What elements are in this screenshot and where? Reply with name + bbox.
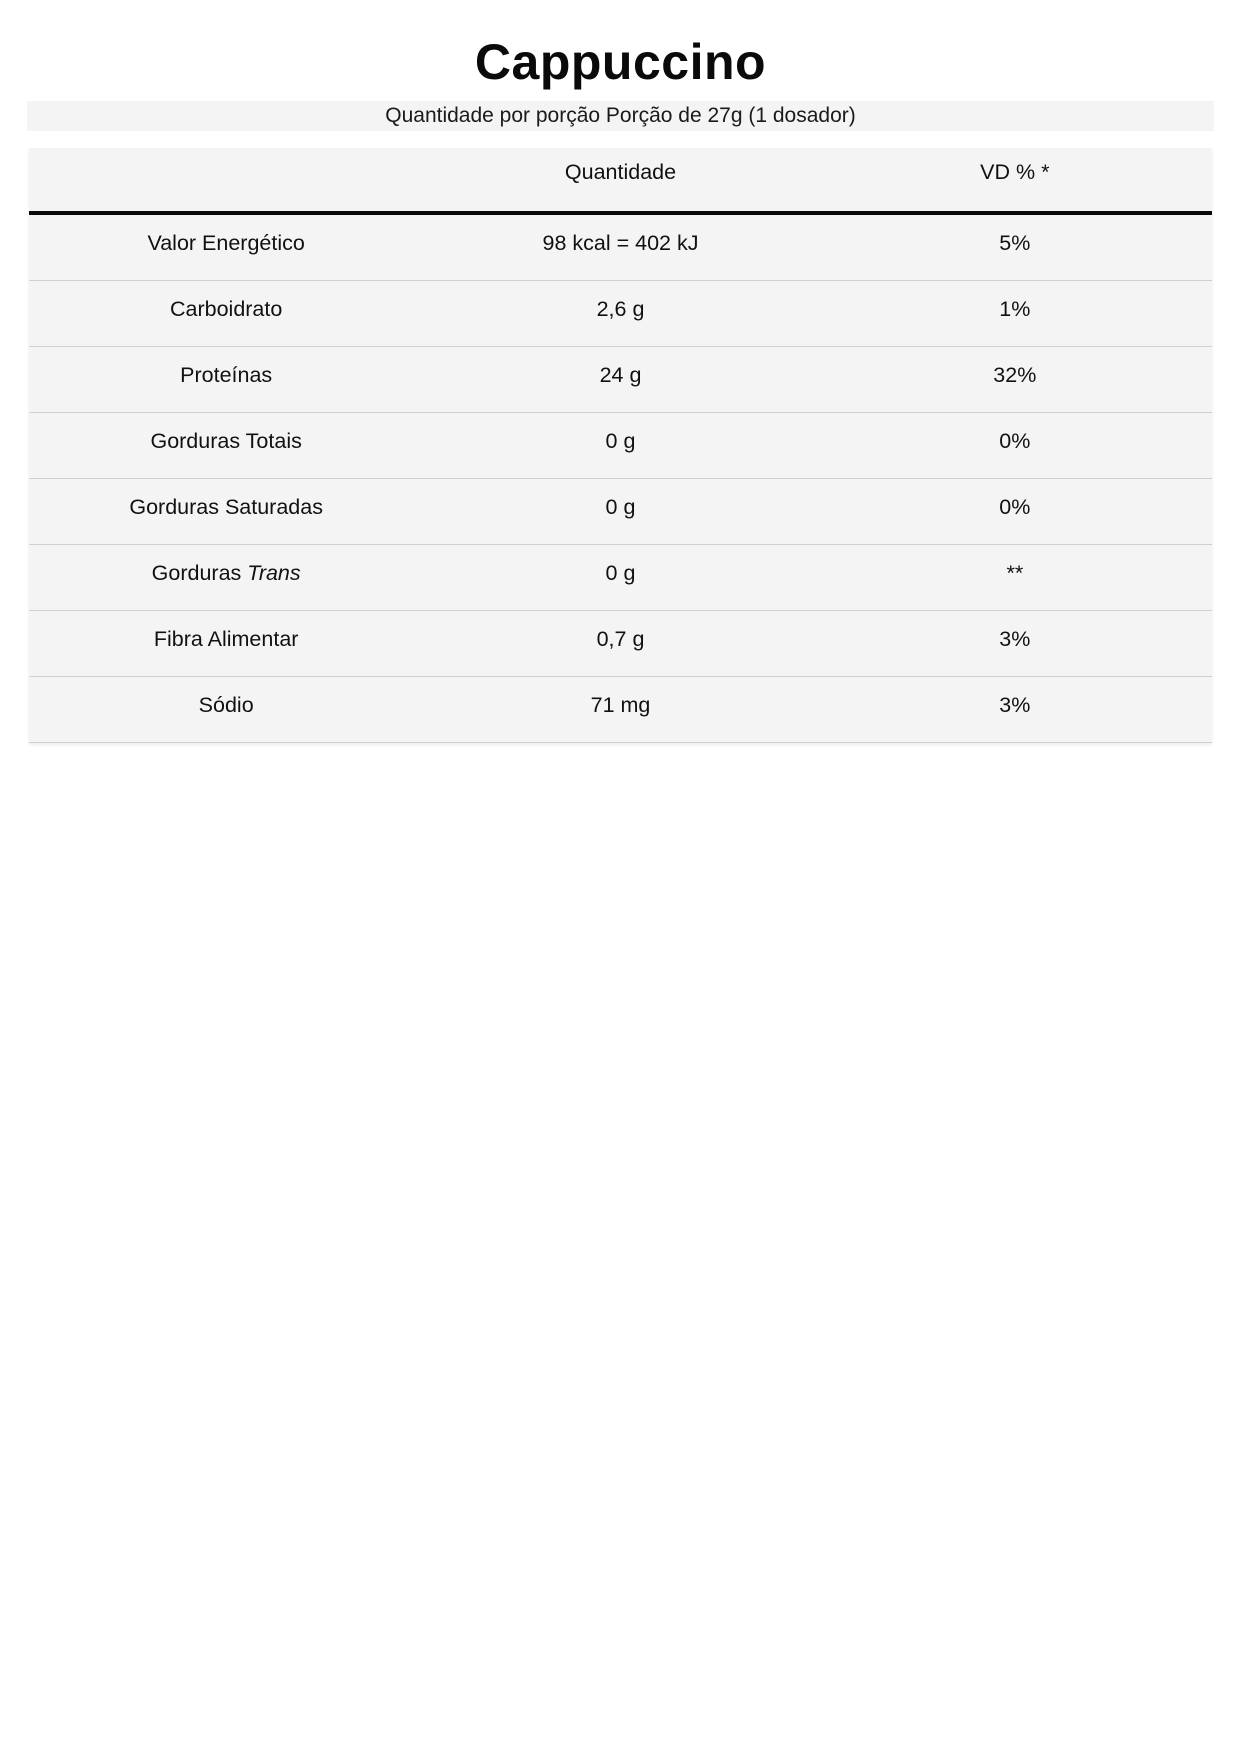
table-row — [29, 611, 1212, 677]
page-title: Cappuccino — [474, 34, 767, 90]
table-row — [29, 347, 1212, 413]
nutrient-name: Valor Energético — [147, 231, 305, 255]
nutrient-amount: 0 g — [605, 561, 636, 585]
nutrient-amount: 0 g — [605, 495, 636, 519]
nutrient-name: Fibra Alimentar — [153, 627, 299, 651]
portion-info: Quantidade por porção Porção de 27g (1 dosador) — [27, 101, 1214, 131]
table-row — [29, 479, 1212, 545]
nutrient-daily-value: 32% — [993, 363, 1037, 387]
nutrient-name-italic: Trans — [247, 561, 301, 585]
column-header-nutrient — [29, 148, 423, 211]
nutrient-name: Carboidrato — [169, 297, 283, 321]
nutrient-daily-value: 0% — [999, 429, 1031, 453]
table-header-row — [29, 148, 1212, 215]
nutrient-amount: 0,7 g — [596, 627, 645, 651]
nutrient-amount: 71 mg — [590, 693, 651, 717]
nutrient-daily-value: 3% — [999, 627, 1031, 651]
table-row — [29, 215, 1212, 281]
nutrient-amount: 98 kcal = 402 kJ — [542, 231, 699, 255]
nutrition-table — [29, 148, 1212, 743]
nutrient-name: Gorduras Totais — [150, 429, 302, 453]
nutrient-amount: 24 g — [599, 363, 642, 387]
nutrient-name — [29, 545, 423, 610]
table-row — [29, 677, 1212, 743]
nutrient-name: Proteínas — [180, 363, 273, 387]
nutrient-daily-value: 0% — [999, 495, 1031, 519]
nutrient-daily-value: ** — [1006, 561, 1024, 585]
column-header-amount: Quantidade — [564, 160, 677, 184]
column-header-daily-value: VD % * — [980, 160, 1050, 184]
nutrient-amount: 2,6 g — [596, 297, 645, 321]
table-row — [29, 413, 1212, 479]
nutrient-daily-value: 1% — [999, 297, 1031, 321]
nutrient-name: Gorduras Saturadas — [129, 495, 323, 519]
nutrient-name-prefix: Gorduras — [151, 561, 248, 585]
table-row — [29, 545, 1212, 611]
nutrient-daily-value: 3% — [999, 693, 1031, 717]
nutrient-name: Sódio — [198, 693, 254, 717]
nutrient-daily-value: 5% — [999, 231, 1031, 255]
nutrient-amount: 0 g — [605, 429, 636, 453]
table-row — [29, 281, 1212, 347]
